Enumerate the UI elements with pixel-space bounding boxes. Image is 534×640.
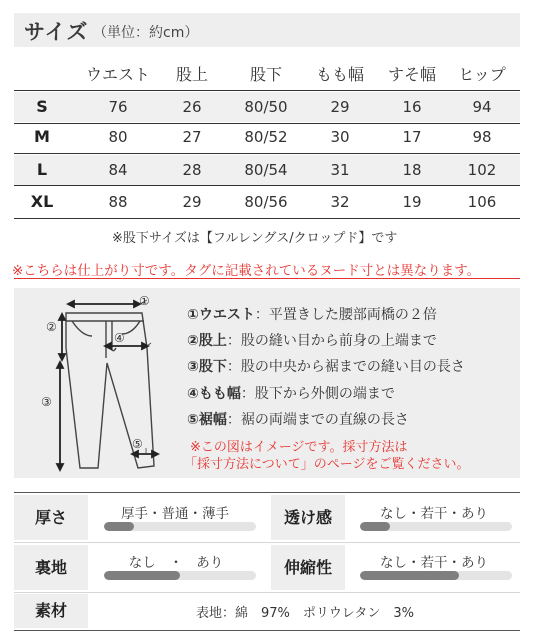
table-rule <box>14 90 520 91</box>
material-value: 表地：綿 97% ポリウレタン 3% <box>196 606 414 621</box>
table-cell: 98 <box>472 128 492 146</box>
column-header-inseam: 股下 <box>249 65 282 84</box>
table-rule <box>14 123 520 124</box>
table-cell: 106 <box>467 193 497 211</box>
table-cell: 17 <box>402 128 422 146</box>
transparency-bar-fill <box>360 522 390 531</box>
table-cell: 29 <box>330 98 350 116</box>
table-cell: 18 <box>402 161 422 179</box>
stretch-bar-fill <box>360 571 459 580</box>
lining-label: 裏地 <box>14 545 88 590</box>
marker-2: ② <box>46 320 57 334</box>
table-cell: 26 <box>182 98 202 116</box>
table-cell: 80/56 <box>244 193 288 211</box>
marker-5: ⑤ <box>132 437 143 451</box>
thickness-bar <box>104 522 256 531</box>
size-label: L <box>36 160 48 179</box>
column-header-waist: ウエスト <box>85 65 150 84</box>
column-header-hem: すそ幅 <box>387 65 436 84</box>
table-cell: 31 <box>330 161 350 179</box>
guide-item-rise: ②股上：股の縫い目から前身の上端まで <box>187 333 437 349</box>
table-rule <box>14 185 520 186</box>
size-section-title: サイズ <box>24 20 89 44</box>
table-cell: 102 <box>467 161 497 179</box>
table-cell: 19 <box>402 193 422 211</box>
guide-note-line-1: ※この図はイメージです。採寸方法は <box>190 440 408 455</box>
table-rule <box>14 153 520 154</box>
unit-label: （単位：約cm） <box>93 25 199 41</box>
marker-3: ③ <box>41 395 52 409</box>
table-cell: 16 <box>402 98 422 116</box>
column-header-rise: 股上 <box>175 65 208 84</box>
lining-bar-fill <box>104 571 180 580</box>
guide-item-waist: ①ウエスト：平置きした腰部両橋の２倍 <box>187 307 437 323</box>
marker-4: ④ <box>114 331 125 345</box>
table-cell: 32 <box>330 193 350 211</box>
table-cell: 88 <box>108 193 128 211</box>
size-label: M <box>34 127 50 146</box>
pants-diagram <box>14 288 189 478</box>
transparency-label: 透け感 <box>271 495 345 540</box>
lining-options: なし ・ あり <box>128 555 224 571</box>
column-header-hip: ヒップ <box>458 65 506 84</box>
thickness-options: 厚手・普通・薄手 <box>121 506 229 522</box>
marker-1: ① <box>139 294 150 308</box>
table-cell: 27 <box>182 128 202 146</box>
table-cell: 80/52 <box>244 128 288 146</box>
table-cell: 28 <box>182 161 202 179</box>
stretch-bar <box>360 571 512 580</box>
guide-note-line-2: 「採寸方法について」のページをご覧ください。 <box>184 457 470 472</box>
stretch-options: なし・若干・あり <box>380 555 488 571</box>
guide-item-inseam: ③股下：股の中央から裾までの縫い目の長さ <box>187 359 465 375</box>
material-label: 素材 <box>14 594 88 628</box>
table-cell: 80/54 <box>244 161 288 179</box>
finished-size-warning: ※こちらは仕上がり寸です。タグに記載されているヌード寸とは異なります。 <box>12 263 481 279</box>
guide-item-thigh: ④もも幅：股下から外側の端まで <box>187 386 395 402</box>
table-rule <box>14 542 520 543</box>
table-cell: 29 <box>182 193 202 211</box>
lining-bar <box>104 571 256 580</box>
size-label: XL <box>30 192 54 211</box>
table-cell: 84 <box>108 161 128 179</box>
transparency-options: なし・若干・あり <box>380 506 488 522</box>
table-cell: 76 <box>108 98 128 116</box>
thickness-bar-fill <box>104 522 134 531</box>
inseam-note: ※股下サイズは【フルレングス/クロップド】です <box>112 231 398 246</box>
table-rule <box>14 592 520 593</box>
table-rule <box>14 492 520 493</box>
table-cell: 30 <box>330 128 350 146</box>
size-label: S <box>36 97 48 116</box>
table-rule <box>14 630 520 631</box>
table-cell: 80/50 <box>244 98 288 116</box>
transparency-bar <box>360 522 512 531</box>
stretch-label: 伸縮性 <box>271 545 345 590</box>
warning-underline <box>14 278 520 279</box>
table-cell: 80 <box>108 128 128 146</box>
column-header-thigh: もも幅 <box>315 65 364 84</box>
size-section-header <box>14 13 520 47</box>
thickness-label: 厚さ <box>14 495 88 540</box>
table-cell: 94 <box>472 98 492 116</box>
guide-item-hem: ⑤裾幅：裾の両端までの直線の長さ <box>187 412 409 428</box>
table-rule <box>14 218 520 219</box>
